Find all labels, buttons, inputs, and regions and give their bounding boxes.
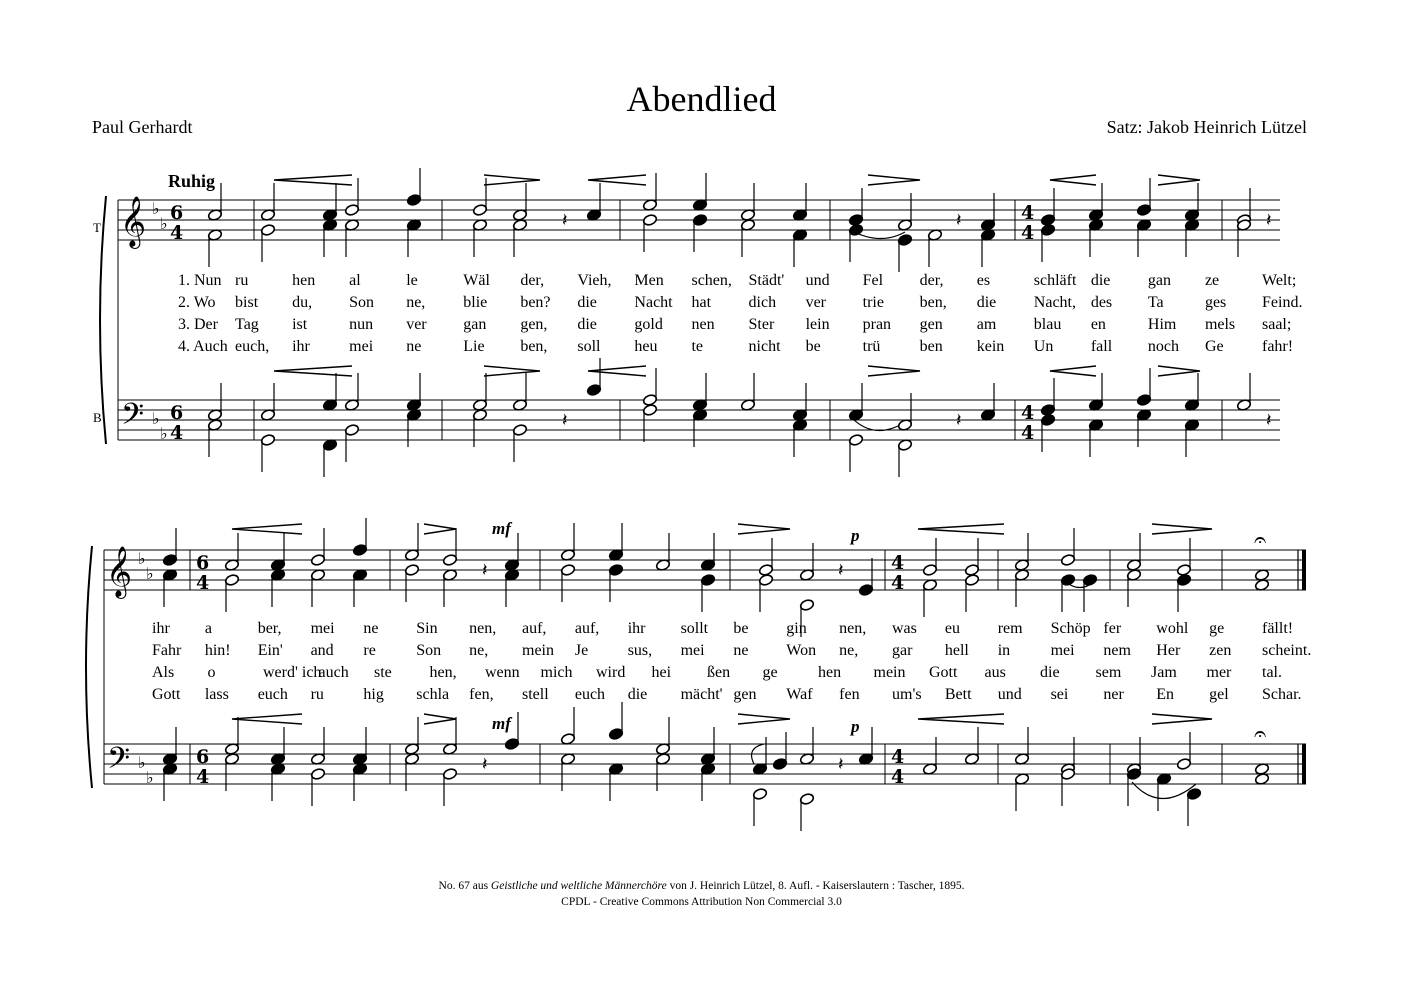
treble-clef-icon: 𝄞: [120, 196, 147, 247]
notehead: [608, 728, 623, 741]
lyric-syllable: o: [207, 664, 216, 681]
lyric-syllable: ne: [733, 642, 749, 659]
lyric-syllable: ben,: [919, 294, 947, 311]
lyric-syllable: ver: [805, 294, 827, 311]
lyric-syllable: kein: [976, 338, 1005, 355]
lyric-syllable: sem: [1095, 664, 1122, 681]
crescendo-hairpin: [232, 714, 302, 724]
crescendo-hairpin: [918, 524, 1004, 534]
notehead: [964, 564, 979, 577]
lyric-syllable: Son: [416, 642, 442, 659]
notehead: [799, 599, 814, 612]
arranger-credit: Satz: Jakob Heinrich Lützel: [1106, 117, 1307, 137]
lyric-syllable: am: [976, 316, 997, 333]
lyric-syllable: Ster: [748, 316, 775, 333]
fermata-icon: 𝄐: [1254, 722, 1267, 747]
lyric-syllable: Fel: [862, 272, 884, 289]
lyric-syllable: ges: [1204, 294, 1227, 311]
decrescendo-hairpin: [424, 524, 456, 534]
upper-staff-label: T: [93, 220, 101, 235]
lyric-syllable: mels: [1204, 316, 1236, 333]
lyric-syllable: mächt': [680, 686, 723, 703]
footer-prefix: No. 67 aus: [438, 880, 489, 892]
flat-icon: ♭: [146, 564, 154, 583]
lyric-syllable: mich: [540, 664, 573, 681]
lyric-syllable: fahr!: [1262, 338, 1294, 355]
crescendo-hairpin: [274, 175, 352, 185]
lyric-syllable: nen: [691, 316, 715, 333]
crescendo-hairpin: [588, 366, 646, 376]
decrescendo-hairpin: [484, 175, 540, 185]
notehead: [922, 564, 937, 577]
notehead: [442, 554, 457, 567]
lyric-syllable: Sin: [416, 620, 438, 637]
lyric-syllable: auch: [318, 664, 349, 681]
lyric-syllable: die: [976, 294, 997, 311]
time-signature: 6: [170, 202, 184, 224]
notehead: [442, 768, 457, 781]
notehead: [772, 758, 787, 771]
lyric-syllable: Vieh,: [577, 272, 612, 289]
lyric-syllable: Men: [634, 272, 664, 289]
lyric-syllable: Nacht: [634, 294, 673, 311]
lyric-syllable: sei: [1050, 686, 1069, 703]
lyric-syllable: sus,: [627, 642, 653, 659]
footer-source-title: Geistliche und weltliche Männerchöre: [490, 880, 667, 892]
lyric-syllable: euch: [574, 686, 606, 703]
time-signature: 4: [891, 746, 905, 768]
lyric-syllable: Ta: [1147, 294, 1164, 311]
lyric-syllable: te: [691, 338, 704, 355]
notehead: [162, 554, 177, 567]
footer-source: [0, 880, 1403, 892]
system-brace: [100, 196, 106, 444]
lyric-syllable: Her: [1156, 642, 1181, 659]
decrescendo-hairpin: [1158, 366, 1200, 376]
lyric-syllable: mei: [310, 620, 335, 637]
lyric-syllable: 3. Der: [178, 316, 218, 333]
lyric-syllable: der,: [520, 272, 545, 289]
notehead: [608, 564, 623, 577]
time-signature: 4: [170, 222, 184, 244]
notehead: [310, 768, 325, 781]
lyric-syllable: ßen: [707, 664, 731, 681]
notehead: [406, 194, 421, 207]
lyric-syllable: hin!: [204, 642, 231, 659]
lyric-syllable: auf,: [574, 620, 600, 637]
notehead: [1060, 554, 1075, 567]
lyric-syllable: soll: [577, 338, 601, 355]
lyric-syllable: stell: [522, 686, 549, 703]
lyric-syllable: ste: [374, 664, 392, 681]
notehead: [224, 574, 239, 587]
dynamic-p-upper: p: [851, 526, 860, 545]
lyric-syllable: Ge: [1204, 338, 1224, 355]
quarter-rest: 𝄽: [482, 560, 488, 581]
notehead: [404, 564, 419, 577]
lyric-syllable: fall: [1090, 338, 1113, 355]
lyric-syllable: scheint.: [1262, 642, 1312, 659]
lyric-syllable: Son: [349, 294, 375, 311]
lyric-syllable: ne,: [469, 642, 489, 659]
notehead: [799, 793, 814, 806]
lyric-syllable: hig: [363, 686, 384, 703]
decrescendo-hairpin: [1152, 714, 1212, 724]
lyric-syllable: heu: [634, 338, 658, 355]
notehead: [758, 574, 773, 587]
lyric-syllable: Ein': [257, 642, 283, 659]
lyric-syllable: trie: [862, 294, 884, 311]
notehead: [642, 404, 657, 417]
lyric-syllable: Jam: [1151, 664, 1177, 681]
bass-clef-icon: 𝄢: [107, 742, 131, 783]
lyric-syllable: lein: [805, 316, 830, 333]
notehead: [848, 214, 863, 227]
quarter-rest: 𝄽: [956, 410, 962, 431]
lyric-syllable: ihr: [292, 338, 310, 355]
notehead: [1176, 564, 1191, 577]
lyric-syllable: a: [204, 620, 212, 637]
lyric-syllable: Je: [574, 642, 589, 659]
decrescendo-hairpin: [424, 714, 456, 724]
quarter-rest: 𝄽: [838, 560, 844, 581]
notehead: [858, 584, 873, 597]
lyric-syllable: ne,: [839, 642, 859, 659]
lyric-syllable: fällt!: [1262, 620, 1294, 637]
lyric-syllable: Gott: [152, 686, 181, 703]
lyric-syllable: gen: [919, 316, 943, 333]
lyric-syllable: Feind.: [1262, 294, 1303, 311]
lyric-syllable: hen: [292, 272, 316, 289]
flat-icon: ♭: [138, 549, 146, 568]
lyric-syllable: gin: [786, 620, 807, 637]
lyric-syllable: zen: [1209, 642, 1232, 659]
notehead: [692, 214, 707, 227]
lyric-syllable: schla: [416, 686, 450, 703]
lyric-syllable: was: [892, 620, 917, 637]
quarter-rest: 𝄽: [838, 754, 844, 775]
poet-credit: Paul Gerhardt: [92, 117, 193, 137]
lyric-syllable: ben: [919, 338, 943, 355]
time-signature: 4: [196, 766, 210, 788]
lyric-syllable: Lie: [463, 338, 485, 355]
flat-icon: ♭: [146, 768, 154, 787]
crescendo-hairpin: [1050, 366, 1096, 376]
notehead: [700, 574, 715, 587]
notehead: [1176, 574, 1191, 587]
flat-icon: ♭: [152, 199, 160, 218]
crescendo-hairpin: [588, 175, 646, 185]
lyric-syllable: Nacht,: [1033, 294, 1076, 311]
lyric-syllable: Schar.: [1262, 686, 1302, 703]
lyric-syllable: En: [1156, 686, 1175, 703]
lyric-syllable: mer: [1206, 664, 1232, 681]
footer-suffix: von J. Heinrich Lützel, 8. Aufl. - Kaiserslautern : Tascher, 1895.: [669, 880, 965, 892]
lyric-syllable: werd' ich: [263, 664, 322, 681]
lyric-syllable: euch,: [235, 338, 270, 355]
lyric-syllable: ge: [1209, 620, 1225, 637]
notehead: [352, 544, 367, 557]
notehead: [1040, 414, 1055, 427]
lyric-syllable: lass: [204, 686, 229, 703]
notehead: [504, 738, 519, 751]
lyric-syllable: du,: [292, 294, 313, 311]
lyric-syllable: and: [310, 642, 334, 659]
lyric-syllable: in: [997, 642, 1011, 659]
lyric-syllable: mei: [349, 338, 374, 355]
tempo-marking: Ruhig: [168, 171, 216, 191]
lyric-syllable: mei: [680, 642, 705, 659]
lyric-syllable: und: [805, 272, 830, 289]
decrescendo-hairpin: [738, 524, 790, 534]
lyric-syllable: 1. Nun: [178, 272, 222, 289]
lyric-syllable: ru: [310, 686, 324, 703]
quarter-rest: 𝄽: [482, 754, 488, 775]
notehead: [642, 394, 657, 407]
lyric-syllable: aus: [984, 664, 1006, 681]
lyric-syllable: um's: [892, 686, 922, 703]
notehead: [344, 424, 359, 437]
flat-icon: ♭: [160, 214, 168, 233]
lyric-syllable: trü: [862, 338, 881, 355]
quarter-rest: 𝄽: [956, 210, 962, 231]
lyric-syllable: hei: [651, 664, 672, 681]
notehead: [1136, 204, 1151, 217]
lyric-syllable: gar: [892, 642, 913, 659]
lyric-syllable: ze: [1204, 272, 1220, 289]
decrescendo-hairpin: [1158, 175, 1200, 185]
lyric-syllable: fer: [1103, 620, 1122, 637]
lyric-syllable: tal.: [1262, 664, 1282, 681]
time-signature: 4: [891, 552, 905, 574]
lyric-syllable: die: [577, 294, 597, 311]
lyric-syllable: Won: [786, 642, 817, 659]
quarter-rest: 𝄽: [562, 410, 568, 431]
lyric-syllable: nem: [1103, 642, 1131, 659]
notehead: [848, 434, 863, 447]
lyric-syllable: es: [976, 272, 991, 289]
lyric-syllable: blau: [1033, 316, 1062, 333]
notehead: [752, 788, 767, 801]
time-signature: 4: [1021, 202, 1035, 224]
lyric-syllable: Fahr: [152, 642, 182, 659]
lyric-syllable: gel: [1209, 686, 1229, 703]
notehead: [260, 434, 275, 447]
time-signature: 4: [196, 572, 210, 594]
lyric-syllable: euch: [257, 686, 288, 703]
fermata-icon: 𝄐: [1254, 528, 1267, 553]
lyric-syllable: die: [627, 686, 648, 703]
lyric-syllable: die: [1090, 272, 1111, 289]
lyric-syllable: gold: [634, 316, 663, 333]
lyric-syllable: mei: [1050, 642, 1075, 659]
notehead: [642, 214, 657, 227]
lyric-syllable: hen: [818, 664, 842, 681]
time-signature: 4: [1021, 402, 1035, 424]
notehead: [964, 574, 979, 587]
lyric-syllable: die: [577, 316, 597, 333]
lyric-syllable: nun: [349, 316, 374, 333]
lyric-syllable: ne: [406, 338, 422, 355]
lyric-syllable: ihr: [152, 620, 170, 637]
decrescendo-hairpin: [484, 366, 540, 376]
lyric-syllable: Bett: [944, 686, 972, 703]
dynamic-mf-lower: mf: [492, 714, 511, 733]
time-signature: 4: [891, 766, 905, 788]
lyric-syllable: gen: [733, 686, 757, 703]
lyric-syllable: nen,: [469, 620, 497, 637]
flat-icon: ♭: [152, 409, 160, 428]
lyric-syllable: Tag: [235, 316, 259, 333]
notehead: [344, 204, 359, 217]
lyric-syllable: fen: [839, 686, 860, 703]
time-signature: 6: [196, 746, 210, 768]
time-signature: 6: [196, 552, 210, 574]
system-brace: [86, 546, 92, 788]
lyric-syllable: 2. Wo: [178, 294, 216, 311]
lyric-syllable: ge: [762, 664, 778, 681]
lyric-syllable: en: [1090, 316, 1106, 333]
lyric-syllable: wenn: [485, 664, 520, 681]
crescendo-hairpin: [918, 714, 1004, 724]
notehead: [1060, 574, 1075, 587]
lyric-syllable: saal;: [1262, 316, 1292, 333]
crescendo-hairpin: [232, 524, 302, 534]
lyric-syllable: und: [997, 686, 1022, 703]
lyric-syllable: gan: [1147, 272, 1171, 289]
lyric-syllable: be: [733, 620, 749, 637]
notehead: [1136, 394, 1151, 407]
crescendo-hairpin: [274, 366, 352, 376]
lyric-syllable: auf,: [522, 620, 547, 637]
lyric-syllable: ihr: [627, 620, 646, 637]
lyric-syllable: hell: [944, 642, 969, 659]
lyric-syllable: nicht: [748, 338, 781, 355]
lyric-syllable: eu: [944, 620, 960, 637]
lyric-syllable: ne: [363, 620, 379, 637]
notehead: [758, 564, 773, 577]
treble-clef-icon: 𝄞: [106, 546, 133, 597]
crescendo-hairpin: [1050, 175, 1096, 185]
notehead: [472, 204, 487, 217]
lyric-syllable: mein: [522, 642, 554, 659]
lyric-syllable: mein: [873, 664, 906, 681]
lyric-syllable: Waf: [786, 686, 813, 703]
lyric-syllable: ver: [406, 316, 427, 333]
notehead: [897, 234, 912, 247]
lyric-syllable: Als: [152, 664, 175, 681]
lyric-syllable: fen,: [469, 686, 494, 703]
lyric-syllable: Städt': [748, 272, 785, 289]
lyric-syllable: dich: [748, 294, 777, 311]
quarter-rest: 𝄽: [1266, 410, 1272, 431]
bass-clef-icon: 𝄢: [121, 398, 145, 439]
lower-staff-label: B: [93, 410, 102, 425]
lyric-syllable: wohl: [1156, 620, 1189, 637]
lyric-syllable: blie: [463, 294, 488, 311]
lyric-syllable: be: [805, 338, 821, 355]
lyric-syllable: pran: [862, 316, 892, 333]
lyric-syllable: 4. Auch: [178, 338, 228, 355]
lyric-syllable: Un: [1033, 338, 1054, 355]
time-signature: 4: [170, 422, 184, 444]
notehead: [1040, 404, 1055, 417]
notehead: [1040, 224, 1055, 237]
lyric-syllable: des: [1090, 294, 1113, 311]
lyric-syllable: ne,: [406, 294, 426, 311]
notehead: [512, 424, 527, 437]
flat-icon: ♭: [138, 753, 146, 772]
decrescendo-hairpin: [868, 366, 920, 376]
lyric-syllable: gan: [463, 316, 487, 333]
flat-icon: ♭: [160, 424, 168, 443]
lyric-syllable: ner: [1103, 686, 1124, 703]
notehead: [260, 224, 275, 237]
decrescendo-hairpin: [868, 175, 920, 185]
lyric-syllable: noch: [1147, 338, 1179, 355]
notehead: [560, 564, 575, 577]
lyric-syllable: schläft: [1033, 272, 1077, 289]
footer-license: CPDL - Creative Commons Attribution Non Commercial 3.0: [561, 896, 842, 908]
lyric-syllable: Wäl: [463, 272, 490, 289]
time-signature: 4: [891, 572, 905, 594]
time-signature: 4: [1021, 422, 1035, 444]
lyric-syllable: Him: [1147, 316, 1177, 333]
decrescendo-hairpin: [738, 714, 790, 724]
lyric-syllable: Schöp: [1050, 620, 1091, 637]
lyric-syllable: der,: [919, 272, 944, 289]
lyric-syllable: ben?: [520, 294, 551, 311]
lyric-syllable: schen,: [691, 272, 732, 289]
lyric-syllable: hat: [691, 294, 712, 311]
time-signature: 6: [170, 402, 184, 424]
notehead: [1176, 758, 1191, 771]
lyric-syllable: ist: [292, 316, 308, 333]
lyric-syllable: sollt: [680, 620, 709, 637]
notehead: [1040, 214, 1055, 227]
notehead: [586, 384, 601, 397]
lyric-syllable: Welt;: [1262, 272, 1297, 289]
lyric-syllable: ber,: [257, 620, 282, 637]
quarter-rest: 𝄽: [1266, 210, 1272, 231]
lyric-syllable: wird: [596, 664, 626, 681]
lyric-syllable: bist: [235, 294, 259, 311]
lyric-syllable: ru: [235, 272, 249, 289]
dynamic-p-lower: p: [851, 717, 860, 736]
lyric-syllable: le: [406, 272, 418, 289]
lyric-syllable: re: [363, 642, 376, 659]
quarter-rest: 𝄽: [562, 210, 568, 231]
lyric-syllable: die: [1040, 664, 1060, 681]
lyric-syllable: ben,: [520, 338, 548, 355]
lyric-syllable: rem: [997, 620, 1023, 637]
lyric-syllable: Gott: [929, 664, 958, 681]
page-title: Abendlied: [626, 79, 777, 119]
time-signature: 4: [1021, 222, 1035, 244]
lyric-syllable: nen,: [839, 620, 867, 637]
dynamic-mf-upper: mf: [492, 519, 511, 538]
lyric-syllable: hen,: [429, 664, 457, 681]
lyric-syllable: al: [349, 272, 361, 289]
lyric-syllable: gen,: [520, 316, 548, 333]
decrescendo-hairpin: [1152, 524, 1212, 534]
notehead: [310, 554, 325, 567]
